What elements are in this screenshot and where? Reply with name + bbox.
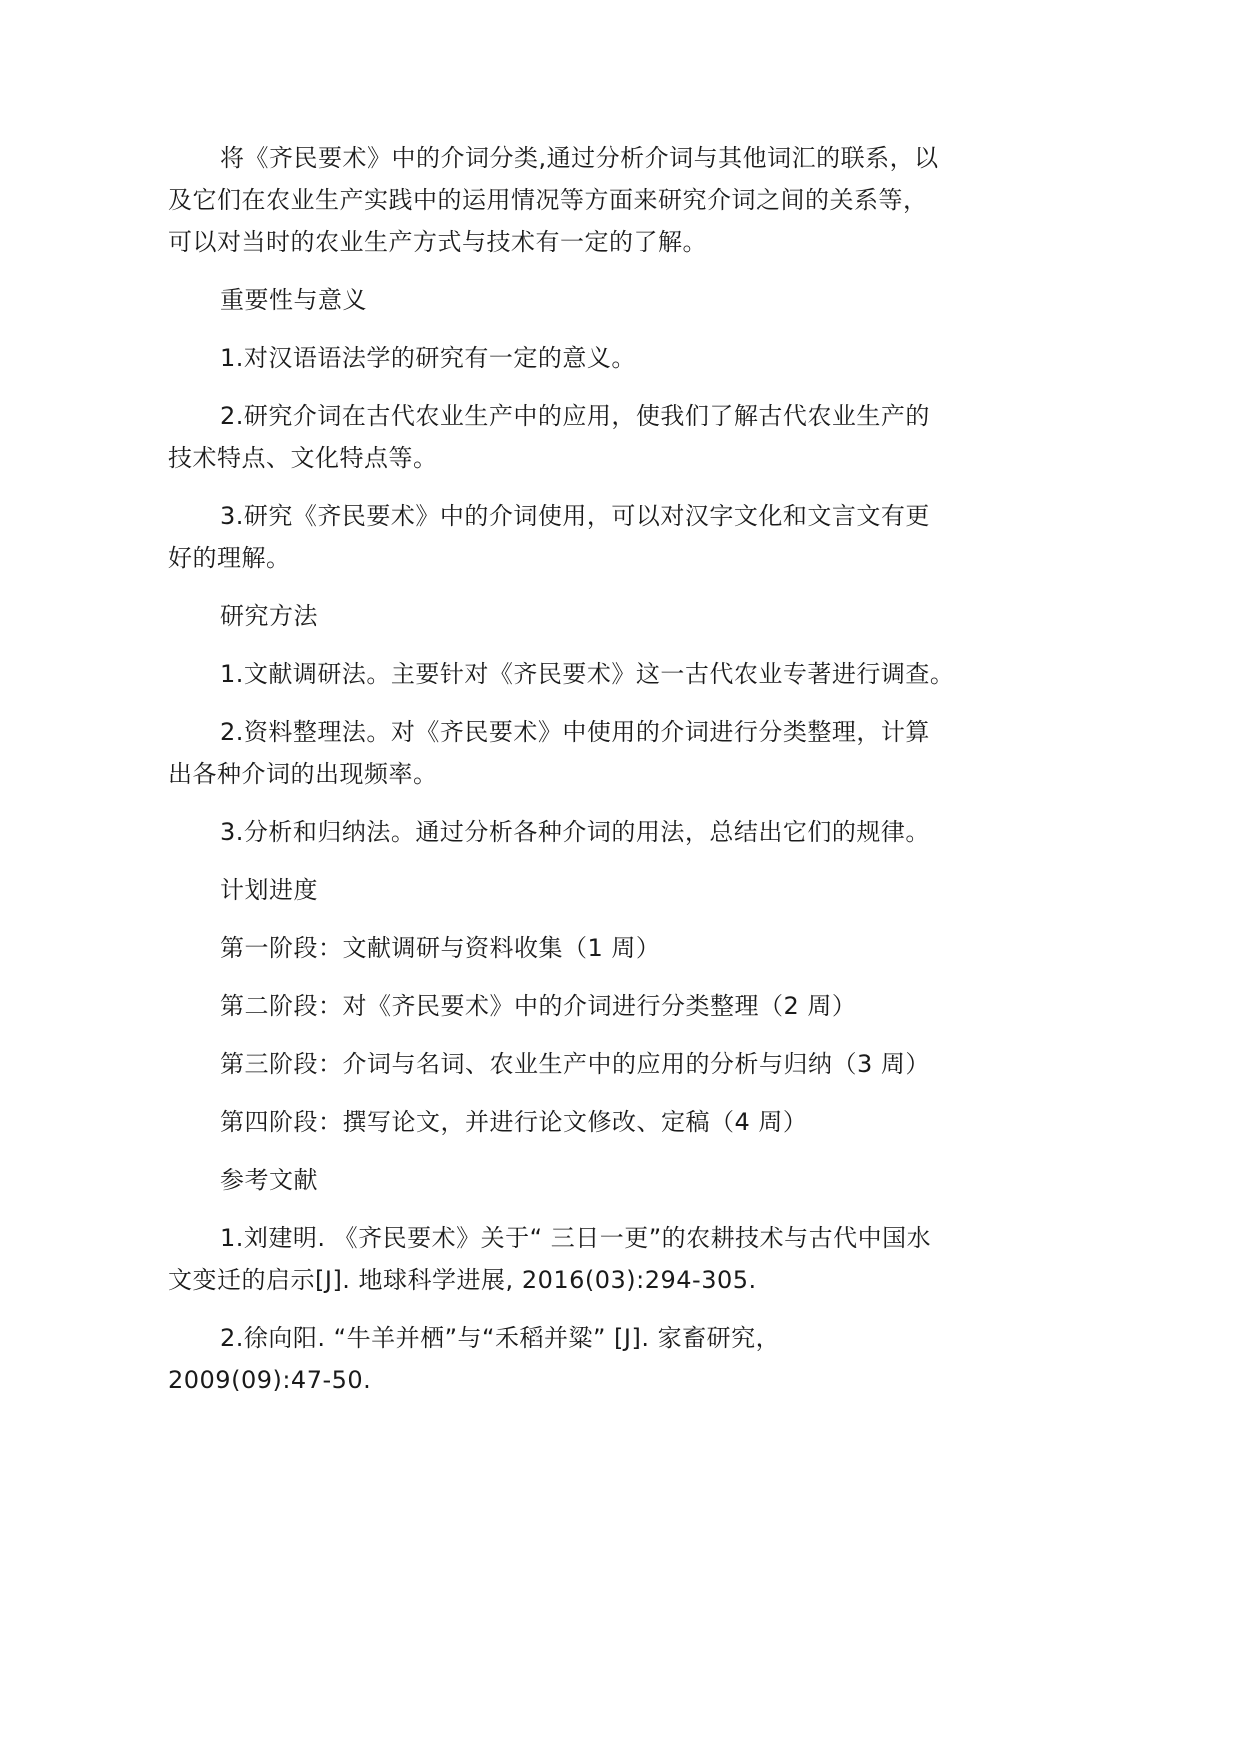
intro-line-3: 可以对当时的农业生产方式与技术有一定的了解。 xyxy=(168,228,707,256)
reference-1-line-1: 1.刘建明. 《齐民要术》关于“ 三日一更”的农耕技术与古代中国水 xyxy=(220,1224,932,1252)
methods-heading: 研究方法 xyxy=(220,602,318,630)
significance-item-2-line-2: 技术特点、文化特点等。 xyxy=(168,444,438,472)
intro-line-1: 将《齐民要术》中的介词分类,通过分析介词与其他词汇的联系，以 xyxy=(220,144,939,172)
reference-2-line-1: 2.徐向阳. “牛羊并栖”与“禾稻并粱” [J]. 家畜研究， xyxy=(220,1324,781,1352)
methods-item-1: 1.文献调研法。主要针对《齐民要术》这一古代农业专著进行调查。 xyxy=(220,660,955,688)
schedule-heading: 计划进度 xyxy=(220,876,318,904)
significance-heading: 重要性与意义 xyxy=(220,286,367,314)
significance-item-1: 1.对汉语语法学的研究有一定的意义。 xyxy=(220,344,636,372)
methods-item-3: 3.分析和归纳法。通过分析各种介词的用法，总结出它们的规律。 xyxy=(220,818,930,846)
significance-item-3-line-2: 好的理解。 xyxy=(168,544,291,572)
schedule-stage-4: 第四阶段：撰写论文，并进行论文修改、定稿（4 周） xyxy=(220,1108,808,1136)
references-heading: 参考文献 xyxy=(220,1166,318,1194)
methods-item-2-line-2: 出各种介词的出现频率。 xyxy=(168,760,438,788)
methods-item-2-line-1: 2.资料整理法。对《齐民要术》中使用的介词进行分类整理，计算 xyxy=(220,718,930,746)
schedule-stage-2: 第二阶段：对《齐民要术》中的介词进行分类整理（2 周） xyxy=(220,992,857,1020)
intro-line-2: 及它们在农业生产实践中的运用情况等方面来研究介词之间的关系等， xyxy=(168,186,928,214)
reference-1-line-2: 文变迁的启示[J]. 地球科学进展, 2016(03):294-305. xyxy=(168,1266,757,1294)
schedule-stage-3: 第三阶段：介词与名词、农业生产中的应用的分析与归纳（3 周） xyxy=(220,1050,930,1078)
significance-item-3-line-1: 3.研究《齐民要术》中的介词使用，可以对汉字文化和文言文有更 xyxy=(220,502,930,530)
schedule-stage-1: 第一阶段：文献调研与资料收集（1 周） xyxy=(220,934,661,962)
reference-2-line-2: 2009(09):47-50. xyxy=(168,1366,372,1394)
significance-item-2-line-1: 2.研究介词在古代农业生产中的应用，使我们了解古代农业生产的 xyxy=(220,402,930,430)
